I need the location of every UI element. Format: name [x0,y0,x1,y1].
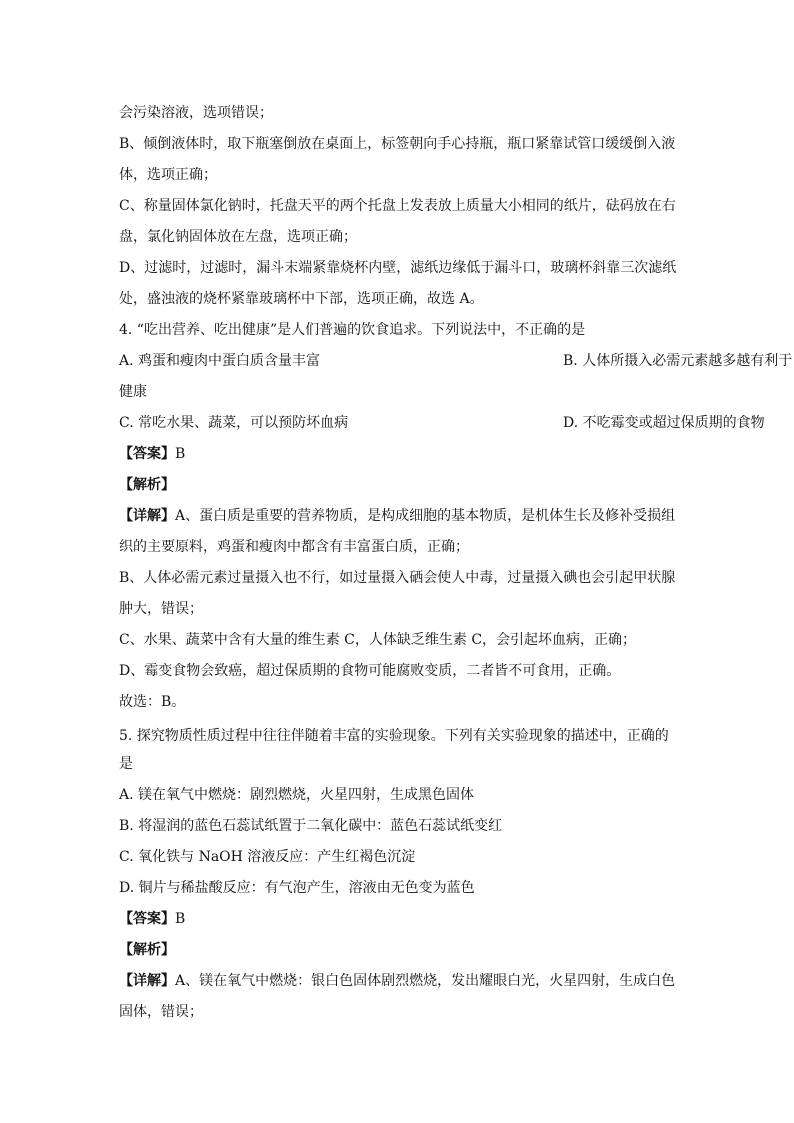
text-line: 盘，氯化钠固体放在左盘，选项正确； [119,229,357,245]
question-4-stem: 4. “吃出营养、吃出健康”是人们普遍的饮食追求。下列说法中，不正确的是 [119,322,586,338]
option-a: A. 鸡蛋和瘦肉中蛋白质含量丰富 [119,353,321,369]
text-line: 处，盛浊液的烧杯紧靠玻璃杯中下部，选项正确，故选 A。 [119,291,484,307]
text-line: 肿大，错误； [119,601,203,617]
detail-line [119,972,679,990]
detail-line [119,507,679,525]
detail-tag: 【详解】 [119,508,175,524]
answer-tag: 【答案】 [119,911,175,927]
detail-tag: 【详解】 [119,973,175,989]
question-5-stem: 5. 探究物质性质过程中往往伴随着丰富的实验现象。下列有关实验现象的描述中，正确的 [119,728,669,744]
answer-value: B [175,446,186,462]
text-line: D、过滤时，过滤时，漏斗末端紧靠烧杯内壁，滤纸边缘低于漏斗口，玻璃杯斜靠三次滤纸 [119,260,677,276]
option-a: A. 镁在氧气中燃烧：剧烈燃烧，火星四射，生成黑色固体 [119,787,475,803]
option-b: B. 人体所摄入必需元素越多越有利于 [563,353,793,369]
option-c: C. 常吃水果、蔬菜，可以预防坏血病 [119,415,349,431]
detail-text: A、镁在氧气中燃烧：银白色固体剧烈燃烧，发出耀眼白光，火星四射，生成白色 [175,973,676,989]
answer-value: B [175,911,186,927]
option-b-continuation: 健康 [119,384,147,400]
text-line: D、霉变食物会致癌，超过保质期的食物可能腐败变质，二者皆不可食用，正确。 [119,663,621,679]
text-line: B、人体必需元素过量摄入也不行，如过量摄入硒会使人中毒，过量摄入碘也会引起甲状腺 [119,570,676,586]
text-line: C、水果、蔬菜中含有大量的维生素 C，人体缺乏维生素 C，会引起坏血病，正确； [119,632,637,648]
analysis-line [119,941,679,959]
question-5-stem-continuation: 是 [119,756,133,772]
question-4-options-row-2 [119,414,765,432]
analysis-tag: 【解析】 [119,477,175,493]
option-c: C. 氧化铁与 NaOH 溶液反应：产生红褐色沉淀 [119,849,416,865]
answer-tag: 【答案】 [119,446,175,462]
answer-line [119,445,679,463]
text-line: 故选：B。 [119,694,186,710]
answer-line [119,910,679,928]
question-4-options-row-1 [119,352,793,370]
option-d: D. 不吃霉变或超过保质期的食物 [563,415,765,431]
option-d: D. 铜片与稀盐酸反应：有气泡产生，溶液由无色变为蓝色 [119,880,475,896]
analysis-tag: 【解析】 [119,942,175,958]
text-line: 织的主要原料，鸡蛋和瘦肉中都含有丰富蛋白质，正确； [119,539,469,555]
detail-text: A、蛋白质是重要的营养物质，是构成细胞的基本物质，是机体生长及修补受损组 [175,508,676,524]
text-line: 会污染溶液，选项错误； [119,105,273,121]
text-line: B、倾倒液体时，取下瓶塞倒放在桌面上，标签朝向手心持瓶，瓶口紧靠试管口缓缓倒入液 [119,136,676,152]
text-line: 体，选项正确； [119,167,217,183]
text-line: 固体，错误； [119,1004,203,1020]
text-line: C、称量固体氯化钠时，托盘天平的两个托盘上发表放上质量大小相同的纸片，砝码放在右 [119,198,676,214]
option-b: B. 将湿润的蓝色石蕊试纸置于二氧化碳中：蓝色石蕊试纸变红 [119,818,503,834]
analysis-line [119,476,679,494]
